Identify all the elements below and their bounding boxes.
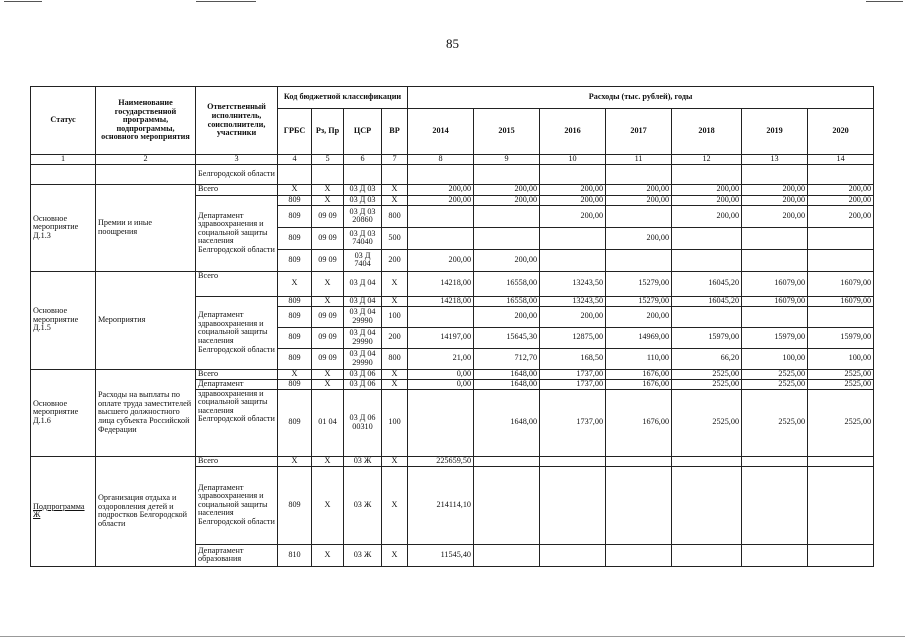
rz-cell: 09 09 [312, 249, 344, 271]
grbs-cell: 809 [278, 195, 312, 205]
value-cell: 15979,00 [742, 327, 808, 348]
vr-cell: 100 [382, 389, 408, 456]
header-year: 2016 [540, 109, 606, 155]
value-cell [672, 544, 742, 566]
rz-cell: Х [312, 184, 344, 195]
header-status: Статус [31, 87, 96, 155]
value-cell: 15279,00 [606, 271, 672, 296]
csr-cell: 03 Д 04 29990 [344, 348, 382, 369]
table-row [31, 369, 874, 379]
value-cell [808, 456, 874, 466]
csr-cell: 03 Д 06 [344, 369, 382, 379]
value-cell: 200,00 [606, 227, 672, 249]
col-number: 6 [344, 155, 382, 165]
value-cell: 14218,00 [408, 271, 474, 296]
rz-cell: Х [312, 271, 344, 296]
value-cell [408, 389, 474, 456]
vr-cell: Х [382, 296, 408, 306]
executor-cell: здравоохранения и социальной защиты населения Белгородской области [196, 389, 278, 456]
value-cell [540, 466, 606, 544]
value-cell [742, 249, 808, 271]
col-number: 7 [382, 155, 408, 165]
header-expenses: Расходы (тыс. рублей), годы [408, 87, 874, 109]
value-cell: 0,00 [408, 369, 474, 379]
status-cell: Основное мероприятие Д.1.5 [31, 271, 96, 369]
csr-cell: 03 Д 7404 [344, 249, 382, 271]
rz-cell: Х [312, 544, 344, 566]
grbs-cell: 809 [278, 306, 312, 327]
value-cell: 200,00 [606, 195, 672, 205]
name-cell: Организация отдыха и оздоровления детей и подростков Белгородской области [96, 456, 196, 566]
value-cell: 1648,00 [474, 379, 540, 389]
header-year: 2015 [474, 109, 540, 155]
csr-cell: 03 Д 03 20860 [344, 205, 382, 227]
value-cell: 100,00 [808, 348, 874, 369]
grbs-cell: 809 [278, 466, 312, 544]
header-year: 2014 [408, 109, 474, 155]
value-cell: 14197,00 [408, 327, 474, 348]
table-row [31, 184, 874, 195]
value-cell: 110,00 [606, 348, 672, 369]
rz-cell: 09 09 [312, 227, 344, 249]
value-cell: 200,00 [540, 205, 606, 227]
value-cell: 200,00 [474, 184, 540, 195]
value-cell [408, 306, 474, 327]
value-cell [672, 306, 742, 327]
value-cell: 1676,00 [606, 379, 672, 389]
value-cell [408, 205, 474, 227]
value-cell: 200,00 [408, 184, 474, 195]
rz-cell: Х [312, 456, 344, 466]
value-cell: 225659,50 [408, 456, 474, 466]
value-cell: 15279,00 [606, 296, 672, 306]
grbs-cell: 810 [278, 544, 312, 566]
value-cell: 2525,00 [742, 369, 808, 379]
value-cell: 1737,00 [540, 369, 606, 379]
executor-cell: Департамент здравоохранения и социальной защиты населения Белгородской области [196, 466, 278, 544]
rz-cell: Х [312, 369, 344, 379]
value-cell [540, 544, 606, 566]
grbs-cell: Х [278, 369, 312, 379]
value-cell [606, 456, 672, 466]
value-cell [808, 466, 874, 544]
csr-cell: 03 Д 03 [344, 195, 382, 205]
value-cell: 1737,00 [540, 379, 606, 389]
value-cell [808, 249, 874, 271]
vr-cell: Х [382, 195, 408, 205]
value-cell: 1648,00 [474, 369, 540, 379]
col-number: 5 [312, 155, 344, 165]
value-cell [808, 544, 874, 566]
rz-cell: 09 09 [312, 205, 344, 227]
col-number: 14 [808, 155, 874, 165]
scan-edge-mark [0, 636, 905, 637]
col-number: 10 [540, 155, 606, 165]
scan-edge-mark [866, 1, 903, 2]
grbs-cell: 809 [278, 348, 312, 369]
value-cell: 15979,00 [808, 327, 874, 348]
value-cell [742, 227, 808, 249]
executor-cell: Всего [196, 369, 278, 379]
name-cell: Премии и иные поощрения [96, 184, 196, 271]
value-cell: 2525,00 [742, 389, 808, 456]
page-number: 85 [446, 36, 459, 51]
value-cell: 200,00 [742, 205, 808, 227]
value-cell: 200,00 [474, 249, 540, 271]
value-cell: 200,00 [672, 184, 742, 195]
value-cell: 2525,00 [672, 389, 742, 456]
value-cell: 200,00 [742, 195, 808, 205]
header-year: 2020 [808, 109, 874, 155]
executor-cell: Всего [196, 271, 278, 296]
status-cell: Подпрограмма Ж [31, 456, 96, 566]
col-number: 8 [408, 155, 474, 165]
value-cell: 712,70 [474, 348, 540, 369]
value-cell: 1676,00 [606, 389, 672, 456]
value-cell [742, 544, 808, 566]
header-rz-pr: Рз, Пр [312, 109, 344, 155]
budget-table [30, 86, 874, 567]
value-cell [474, 466, 540, 544]
col-number: 9 [474, 155, 540, 165]
value-cell: 200,00 [808, 184, 874, 195]
value-cell: 1648,00 [474, 389, 540, 456]
csr-cell: 03 Д 04 29990 [344, 306, 382, 327]
scan-edge-mark [196, 1, 256, 2]
table-row [31, 271, 874, 296]
value-cell [808, 227, 874, 249]
value-cell: 200,00 [672, 195, 742, 205]
col-number: 12 [672, 155, 742, 165]
vr-cell: Х [382, 466, 408, 544]
header-executor: Ответственный исполнитель, соисполнители, участники [196, 87, 278, 155]
executor-cell: Департамент образования [196, 544, 278, 566]
value-cell [742, 456, 808, 466]
value-cell: 200,00 [540, 184, 606, 195]
value-cell: 11545,40 [408, 544, 474, 566]
col-number: 3 [196, 155, 278, 165]
value-cell [474, 205, 540, 227]
status-cell: Основное мероприятие Д.1.3 [31, 184, 96, 271]
status-cell: Основное мероприятие Д.1.6 [31, 369, 96, 456]
value-cell [742, 466, 808, 544]
rz-cell: 09 09 [312, 348, 344, 369]
header-year: 2018 [672, 109, 742, 155]
value-cell: 100,00 [742, 348, 808, 369]
rz-cell: 09 09 [312, 306, 344, 327]
value-cell: 15979,00 [672, 327, 742, 348]
header-row [31, 87, 874, 109]
value-cell: 1676,00 [606, 369, 672, 379]
name-cell: Расходы на выплаты по оплате труда заместителей высшего должностного лица субъекта Российской Федерации [96, 369, 196, 456]
value-cell: 66,20 [672, 348, 742, 369]
value-cell: 14218,00 [408, 296, 474, 306]
executor-cell: Всего [196, 184, 278, 195]
value-cell [474, 544, 540, 566]
value-cell [606, 249, 672, 271]
value-cell: 16045,20 [672, 271, 742, 296]
value-cell: 200,00 [474, 195, 540, 205]
value-cell [540, 249, 606, 271]
value-cell: 200,00 [474, 306, 540, 327]
value-cell: 200,00 [540, 195, 606, 205]
value-cell [540, 456, 606, 466]
value-cell [672, 227, 742, 249]
value-cell: 13243,50 [540, 296, 606, 306]
csr-cell: 03 Д 04 [344, 296, 382, 306]
value-cell: 200,00 [408, 249, 474, 271]
value-cell: 1737,00 [540, 389, 606, 456]
value-cell: 16079,00 [808, 271, 874, 296]
grbs-cell: 809 [278, 249, 312, 271]
col-number: 11 [606, 155, 672, 165]
rz-cell: Х [312, 296, 344, 306]
value-cell: 2525,00 [808, 369, 874, 379]
value-cell: 15645,30 [474, 327, 540, 348]
scan-edge-mark [4, 1, 42, 2]
vr-cell: 100 [382, 306, 408, 327]
header-budget-code: Код бюджетной классификации [278, 87, 408, 109]
vr-cell: Х [382, 456, 408, 466]
value-cell [540, 227, 606, 249]
grbs-cell: 809 [278, 389, 312, 456]
header-year: 2017 [606, 109, 672, 155]
value-cell [672, 249, 742, 271]
value-cell: 200,00 [606, 184, 672, 195]
value-cell: 168,50 [540, 348, 606, 369]
value-cell: 200,00 [540, 306, 606, 327]
col-number: 1 [31, 155, 96, 165]
name-cell: Мероприятия [96, 271, 196, 369]
grbs-cell: 809 [278, 205, 312, 227]
csr-cell: 03 Д 03 [344, 184, 382, 195]
executor-cell: Департамент здравоохранения и социальной защиты населения Белгородской области [196, 195, 278, 271]
header-grbs: ГРБС [278, 109, 312, 155]
value-cell: 2525,00 [808, 379, 874, 389]
value-cell: 200,00 [606, 306, 672, 327]
value-cell: 16558,00 [474, 271, 540, 296]
value-cell: 16045,20 [672, 296, 742, 306]
csr-cell: 03 Ж [344, 466, 382, 544]
csr-cell: 03 Д 04 [344, 271, 382, 296]
rz-cell: 09 09 [312, 327, 344, 348]
executor-cell: Департамент здравоохранения и социальной защиты населения Белгородской области [196, 296, 278, 369]
value-cell [408, 227, 474, 249]
header-program-name: Наименование государственной программы, подпрограммы, основного мероприятия [96, 87, 196, 155]
value-cell [474, 456, 540, 466]
executor-cell: Всего [196, 456, 278, 466]
value-cell: 2525,00 [672, 379, 742, 389]
value-cell [606, 466, 672, 544]
grbs-cell: 809 [278, 379, 312, 389]
vr-cell: 500 [382, 227, 408, 249]
vr-cell: Х [382, 184, 408, 195]
table-row [31, 456, 874, 466]
rz-cell: Х [312, 379, 344, 389]
value-cell: 16079,00 [742, 271, 808, 296]
csr-cell: 03 Ж [344, 456, 382, 466]
value-cell [808, 306, 874, 327]
value-cell [742, 306, 808, 327]
grbs-cell: 809 [278, 296, 312, 306]
vr-cell: 800 [382, 205, 408, 227]
col-number: 2 [96, 155, 196, 165]
vr-cell: 800 [382, 348, 408, 369]
grbs-cell: Х [278, 271, 312, 296]
value-cell: 2525,00 [742, 379, 808, 389]
header-vr: ВР [382, 109, 408, 155]
executor-cell: Департамент [196, 379, 278, 389]
grbs-cell: 809 [278, 327, 312, 348]
grbs-cell: Х [278, 184, 312, 195]
value-cell: 214114,10 [408, 466, 474, 544]
value-cell: 2525,00 [808, 389, 874, 456]
value-cell: 13243,50 [540, 271, 606, 296]
vr-cell: Х [382, 271, 408, 296]
rz-cell: Х [312, 466, 344, 544]
vr-cell: Х [382, 544, 408, 566]
vr-cell: 200 [382, 249, 408, 271]
executor-cell: Белгородской области [196, 164, 278, 184]
value-cell: 200,00 [408, 195, 474, 205]
value-cell [672, 466, 742, 544]
vr-cell: 200 [382, 327, 408, 348]
csr-cell: 03 Д 06 00310 [344, 389, 382, 456]
value-cell: 2525,00 [672, 369, 742, 379]
value-cell [606, 205, 672, 227]
value-cell: 21,00 [408, 348, 474, 369]
value-cell: 200,00 [672, 205, 742, 227]
rz-cell: 01 04 [312, 389, 344, 456]
value-cell [606, 544, 672, 566]
value-cell [474, 227, 540, 249]
value-cell: 16079,00 [742, 296, 808, 306]
grbs-cell: Х [278, 456, 312, 466]
table-row [31, 164, 874, 184]
header-year: 2019 [742, 109, 808, 155]
value-cell: 16079,00 [808, 296, 874, 306]
csr-cell: 03 Д 06 [344, 379, 382, 389]
value-cell: 200,00 [742, 184, 808, 195]
column-number-row [31, 155, 874, 165]
csr-cell: 03 Д 04 29990 [344, 327, 382, 348]
vr-cell: Х [382, 369, 408, 379]
vr-cell: Х [382, 379, 408, 389]
value-cell: 12875,00 [540, 327, 606, 348]
grbs-cell: 809 [278, 227, 312, 249]
csr-cell: 03 Ж [344, 544, 382, 566]
rz-cell: Х [312, 195, 344, 205]
col-number: 4 [278, 155, 312, 165]
value-cell: 200,00 [808, 195, 874, 205]
value-cell: 14969,00 [606, 327, 672, 348]
col-number: 13 [742, 155, 808, 165]
header-csr: ЦСР [344, 109, 382, 155]
value-cell: 16558,00 [474, 296, 540, 306]
csr-cell: 03 Д 03 74040 [344, 227, 382, 249]
value-cell [672, 456, 742, 466]
value-cell: 0,00 [408, 379, 474, 389]
value-cell: 200,00 [808, 205, 874, 227]
